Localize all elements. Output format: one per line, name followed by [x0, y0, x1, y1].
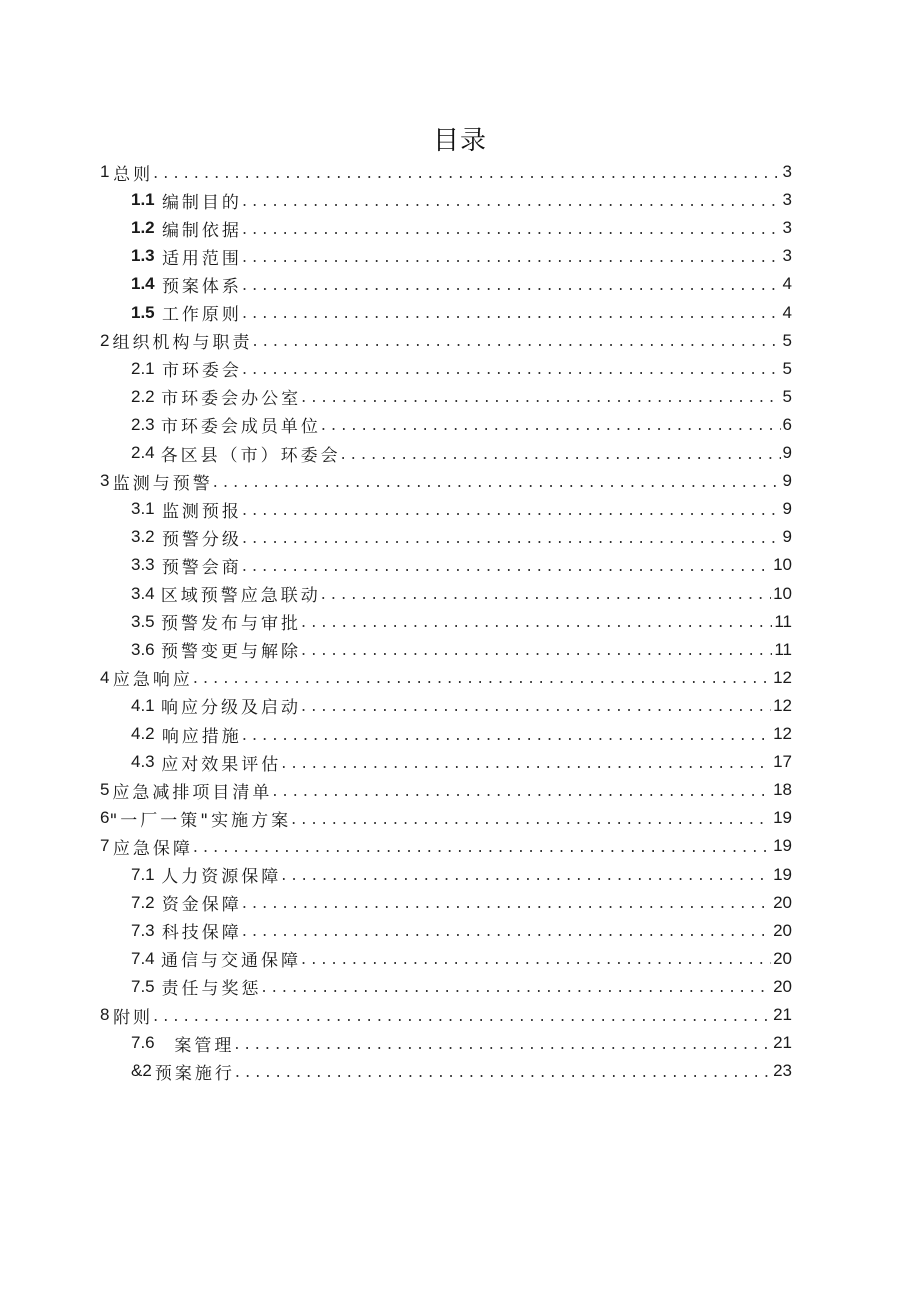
toc-entry[interactable] — [100, 664, 792, 692]
dot-leader — [213, 472, 781, 491]
entry-number: 1.1 — [131, 190, 155, 210]
entry-page: 5 — [782, 358, 792, 378]
dot-leader — [321, 584, 771, 603]
entry-page: 12 — [773, 724, 792, 743]
toc-entry[interactable] — [131, 1029, 792, 1057]
toc-entry[interactable] — [131, 383, 792, 411]
dot-leader — [281, 753, 771, 772]
entry-label: 响应分级及启动 — [161, 698, 302, 719]
entry-page: 3 — [782, 218, 792, 238]
entry-number: 7.6 — [131, 1033, 155, 1053]
entry-page: 5 — [782, 386, 792, 406]
entry-number: 3.5 — [131, 611, 155, 631]
entry-page: 12 — [773, 667, 792, 687]
entry-label: 通信与交通保障 — [161, 951, 302, 972]
entry-label: 应急保障 — [112, 838, 193, 859]
dot-leader — [242, 893, 771, 912]
entry-page: 21 — [773, 1005, 792, 1024]
entry-page: 23 — [773, 1061, 792, 1081]
entry-page: 3 — [782, 246, 792, 266]
entry-number: 7.1 — [131, 864, 155, 884]
entry-number: 7.4 — [131, 948, 155, 968]
entry-number: 3.6 — [131, 639, 155, 659]
dot-leader — [153, 163, 780, 182]
entry-label: 组织机构与职责 — [112, 333, 253, 354]
entry-number: 1.3 — [131, 246, 155, 266]
dot-leader — [321, 415, 781, 434]
entry-page: 19 — [773, 836, 792, 856]
dot-leader — [301, 612, 772, 631]
entry-number: 3.2 — [131, 527, 155, 547]
toc-entry[interactable] — [100, 776, 792, 804]
toc-entry[interactable] — [131, 917, 792, 945]
dot-leader — [242, 191, 781, 210]
entry-page: 20 — [773, 976, 792, 996]
dot-leader — [341, 444, 781, 463]
entry-number: 1 — [100, 162, 110, 181]
dot-leader — [234, 1034, 771, 1053]
toc-entry[interactable] — [131, 861, 792, 889]
entry-number: 7.2 — [131, 892, 155, 912]
dot-leader — [242, 247, 781, 266]
dot-leader — [291, 809, 771, 828]
entry-number: 3.4 — [131, 583, 155, 603]
toc-entry[interactable] — [131, 411, 792, 439]
entry-label: 市环委会 — [161, 361, 242, 382]
entry-label: 预案体系 — [161, 276, 242, 297]
entry-label: "一厂一策"实施方案 — [109, 810, 292, 831]
dot-leader — [242, 725, 771, 744]
entry-number: 2.1 — [131, 358, 155, 378]
dot-leader — [242, 219, 781, 238]
toc-entry[interactable] — [131, 608, 792, 636]
entry-number: 4.2 — [131, 724, 155, 743]
toc-entry[interactable] — [131, 439, 792, 467]
toc-entry[interactable] — [131, 580, 792, 608]
dot-leader — [242, 921, 771, 940]
dot-leader — [235, 1062, 771, 1081]
toc-entry[interactable] — [100, 832, 792, 860]
dot-leader — [242, 359, 781, 378]
entry-number: 2.2 — [131, 386, 155, 406]
entry-label: 预警变更与解除 — [161, 642, 302, 663]
entry-number: 1.5 — [131, 302, 155, 322]
dot-leader — [301, 949, 771, 968]
entry-number: 4.1 — [131, 695, 155, 715]
entry-label: 预案施行 — [154, 1063, 235, 1084]
entry-label: 区域预警应急联动 — [160, 586, 321, 606]
entry-label: 市环委会成员单位 — [160, 417, 321, 438]
toc-entry[interactable] — [100, 327, 792, 355]
entry-number: 1.4 — [131, 274, 155, 294]
entry-label: 响应措施 — [161, 726, 242, 747]
toc-entry[interactable] — [100, 1001, 792, 1029]
entry-label: 市环委会办公室 — [161, 389, 302, 410]
dot-leader — [242, 303, 781, 322]
dot-leader — [242, 528, 781, 547]
entry-page: 19 — [773, 864, 792, 884]
entry-page: 9 — [782, 471, 792, 491]
toc-entry[interactable] — [131, 495, 792, 523]
dot-leader — [193, 668, 771, 687]
dot-leader — [301, 696, 771, 715]
entry-number: 4.3 — [131, 752, 155, 772]
entry-label: 案管理 — [174, 1035, 235, 1056]
entry-label: 资金保障 — [161, 895, 242, 916]
entry-number: 4 — [100, 667, 110, 687]
entry-label: 编制依据 — [161, 220, 242, 241]
entry-number: 5 — [100, 780, 110, 800]
toc-entry[interactable] — [131, 945, 792, 973]
toc-entry[interactable] — [131, 636, 792, 664]
entry-page: 3 — [782, 190, 792, 210]
toc-entry[interactable] — [131, 748, 792, 776]
entry-page: 9 — [782, 499, 792, 519]
entry-number: 7.3 — [131, 920, 155, 940]
entry-page: 19 — [773, 808, 792, 828]
entry-label: 预警分级 — [161, 529, 242, 550]
entry-label: 责任与奖惩 — [161, 979, 262, 1000]
entry-page: 11 — [774, 611, 792, 631]
entry-page: 5 — [782, 330, 792, 350]
entry-page: 17 — [773, 752, 792, 772]
toc-entry[interactable] — [131, 692, 792, 720]
entry-number: 3 — [100, 471, 110, 491]
toc-entry[interactable] — [131, 889, 792, 917]
toc-entry[interactable] — [131, 214, 792, 242]
entry-page: 9 — [782, 443, 792, 462]
entry-label: 预警发布与审批 — [161, 614, 302, 635]
entry-number: 1.2 — [131, 218, 155, 238]
entry-page: 6 — [782, 414, 792, 434]
entry-page: 12 — [773, 695, 792, 715]
entry-label: 总则 — [113, 164, 154, 185]
entry-label: 适用范围 — [161, 248, 242, 269]
entry-label: 科技保障 — [161, 923, 242, 944]
toc-entry[interactable] — [131, 270, 792, 298]
dot-leader — [281, 865, 771, 884]
entry-page: 18 — [773, 780, 792, 800]
entry-page: 11 — [774, 639, 792, 659]
toc-entry[interactable] — [131, 523, 792, 551]
dot-leader — [301, 387, 780, 406]
entry-number: 2.3 — [131, 414, 155, 434]
dot-leader — [153, 1006, 771, 1025]
entry-label: 应急减排项目清单 — [112, 782, 273, 803]
entry-page: 3 — [782, 162, 792, 181]
entry-page: 20 — [773, 948, 792, 968]
entry-label: 预警会商 — [161, 557, 242, 578]
entry-label: 监测与预警 — [112, 473, 213, 494]
entry-page: 10 — [773, 555, 792, 575]
toc-entry[interactable] — [131, 242, 792, 270]
entry-number: 7 — [100, 836, 110, 856]
dot-leader — [193, 837, 771, 856]
toc-entry[interactable] — [131, 720, 792, 748]
entry-label: 编制目的 — [161, 192, 242, 213]
dot-leader — [301, 640, 772, 659]
entry-page: 10 — [773, 583, 792, 603]
entry-label: 各区县（市）环委会 — [160, 445, 341, 466]
entry-number: 3.1 — [131, 499, 155, 519]
toc-entry[interactable] — [131, 551, 792, 579]
entry-label: 附则 — [113, 1007, 154, 1028]
dot-leader — [272, 781, 771, 800]
entry-number: 6 — [100, 808, 110, 828]
toc-entry[interactable] — [131, 186, 792, 214]
entry-page: 20 — [773, 892, 792, 912]
dot-leader — [242, 500, 781, 519]
dot-leader — [262, 977, 772, 996]
entry-page: 4 — [782, 274, 792, 294]
entry-number: 8 — [100, 1005, 110, 1024]
toc-entry[interactable] — [131, 1057, 792, 1085]
toc-title: 目录 — [432, 126, 487, 156]
entry-page: 20 — [773, 920, 792, 940]
entry-number: 7.5 — [131, 976, 155, 996]
entry-number: 3.3 — [131, 555, 155, 575]
entry-label: 工作原则 — [161, 305, 242, 325]
entry-number: 2 — [100, 330, 110, 350]
entry-page: 4 — [782, 302, 792, 322]
entry-number: &2 — [131, 1061, 152, 1081]
toc-entry[interactable] — [131, 973, 792, 1001]
entry-label: 监测预报 — [161, 501, 242, 522]
entry-page: 21 — [773, 1033, 792, 1053]
entry-label: 应对效果评估 — [161, 754, 282, 775]
toc-entry[interactable] — [100, 467, 792, 495]
dot-leader — [242, 275, 781, 294]
entry-number: 2.4 — [131, 443, 155, 462]
entry-label: 应急响应 — [112, 670, 193, 691]
toc-entry[interactable] — [100, 158, 792, 186]
toc-entry[interactable] — [100, 804, 792, 832]
entry-page: 9 — [782, 527, 792, 547]
dot-leader — [253, 331, 781, 350]
dot-leader — [242, 556, 771, 575]
entry-label: 人力资源保障 — [161, 867, 282, 887]
toc-entry[interactable] — [131, 355, 792, 383]
toc-entry[interactable] — [131, 299, 792, 327]
